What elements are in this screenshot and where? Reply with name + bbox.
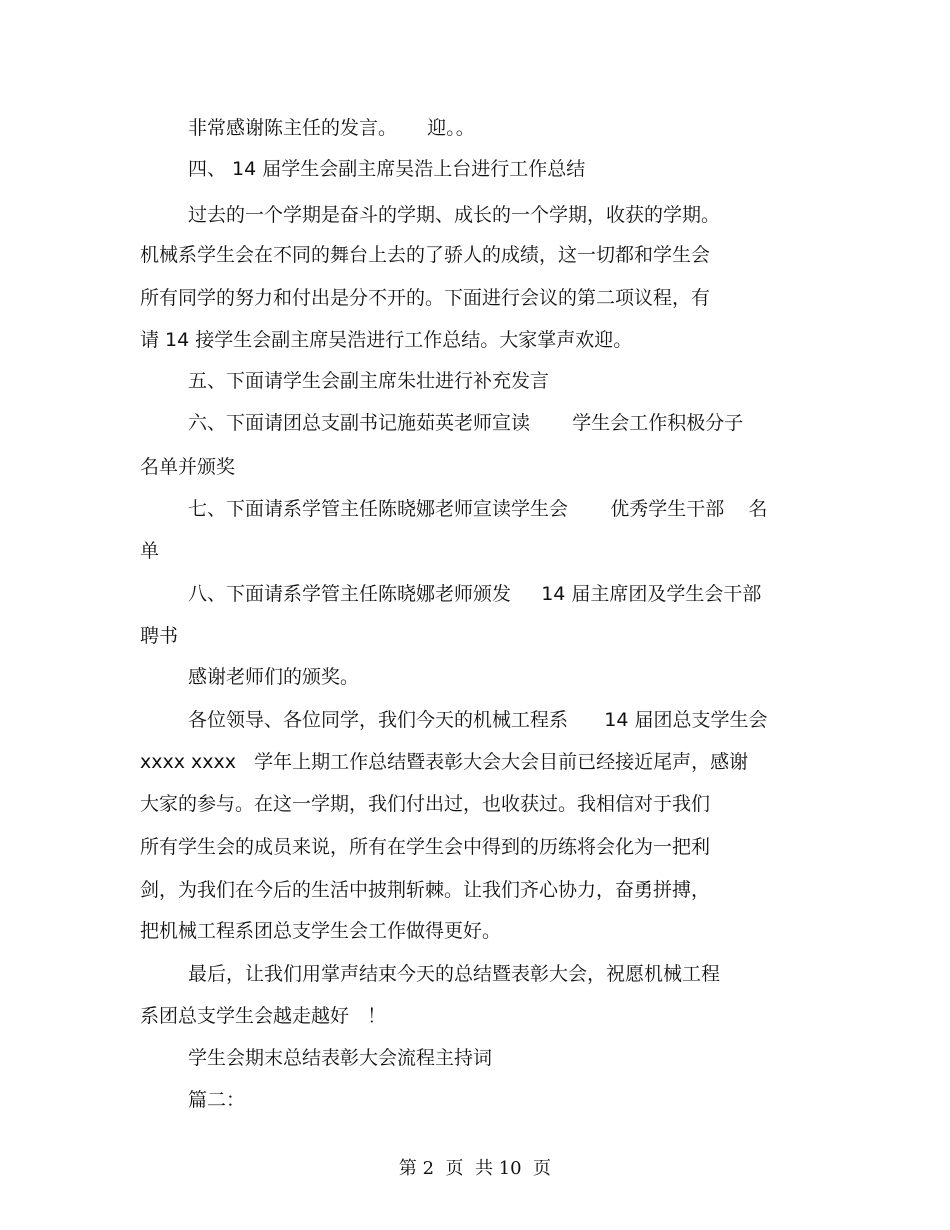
text-line: 四、 14 届学生会副主席吴浩上台进行工作总结 — [188, 158, 586, 180]
text-line: 各位领导、各位同学，我们今天的机械工程系 14 届团总支学生会 — [188, 709, 768, 731]
text-line: 所有学生会的成员来说，所有在学生会中得到的历练将会化为一把利 — [140, 836, 711, 858]
text-line: 六、下面请团总支副书记施茹英老师宣读 学生会工作积极分子 — [188, 412, 744, 434]
text-line: 所有同学的努力和付出是分不开的。下面进行会议的第二项议程，有 — [140, 287, 711, 309]
text-line: 名单并颁奖 — [140, 456, 236, 478]
text-line: 剑，为我们在今后的生活中披荆斩棘。让我们齐心协力，奋勇拼搏， — [140, 879, 711, 901]
page-number-footer: 第 2 页 共 10 页 — [398, 1158, 552, 1179]
text-line: 感谢老师们的颁奖。 — [188, 666, 360, 688]
text-line: 五、下面请学生会副主席朱壮进行补充发言 — [188, 370, 550, 392]
text-line: 请 14 接学生会副主席吴浩进行工作总结。大家掌声欢迎。 — [140, 329, 633, 351]
text-line: xxxx xxxx 学年上期工作总结暨表彰大会大会目前已经接近尾声，感谢 — [140, 751, 749, 773]
text-line: 篇二： — [188, 1089, 246, 1111]
text-line: 八、下面请系学管主任陈晓娜老师颁发 14 届主席团及学生会干部 — [188, 583, 762, 605]
text-line: 最后，让我们用掌声结束今天的总结暨表彰大会，祝愿机械工程 — [188, 963, 721, 985]
text-line: 聘书 — [140, 625, 179, 647]
text-line: 把机械工程系团总支学生会工作做得更好。 — [140, 920, 502, 942]
text-line: 非常感谢陈主任的发言。 迎。。 — [188, 117, 475, 139]
text-line: 七、下面请系学管主任陈晓娜老师宣读学生会 优秀学生干部 名 — [188, 498, 768, 520]
text-line: 机械系学生会在不同的舞台上去的了骄人的成绩，这一切都和学生会 — [140, 244, 711, 266]
text-line: 过去的一个学期是奋斗的学期、成长的一个学期，收获的学期。 — [188, 204, 721, 226]
text-line: 大家的参与。在这一学期，我们付出过，也收获过。我相信对于我们 — [140, 793, 711, 815]
text-line: 学生会期末总结表彰大会流程主持词 — [188, 1047, 493, 1069]
text-line: 系团总支学生会越走越好 ！ — [140, 1005, 387, 1027]
text-line: 单 — [140, 540, 160, 562]
